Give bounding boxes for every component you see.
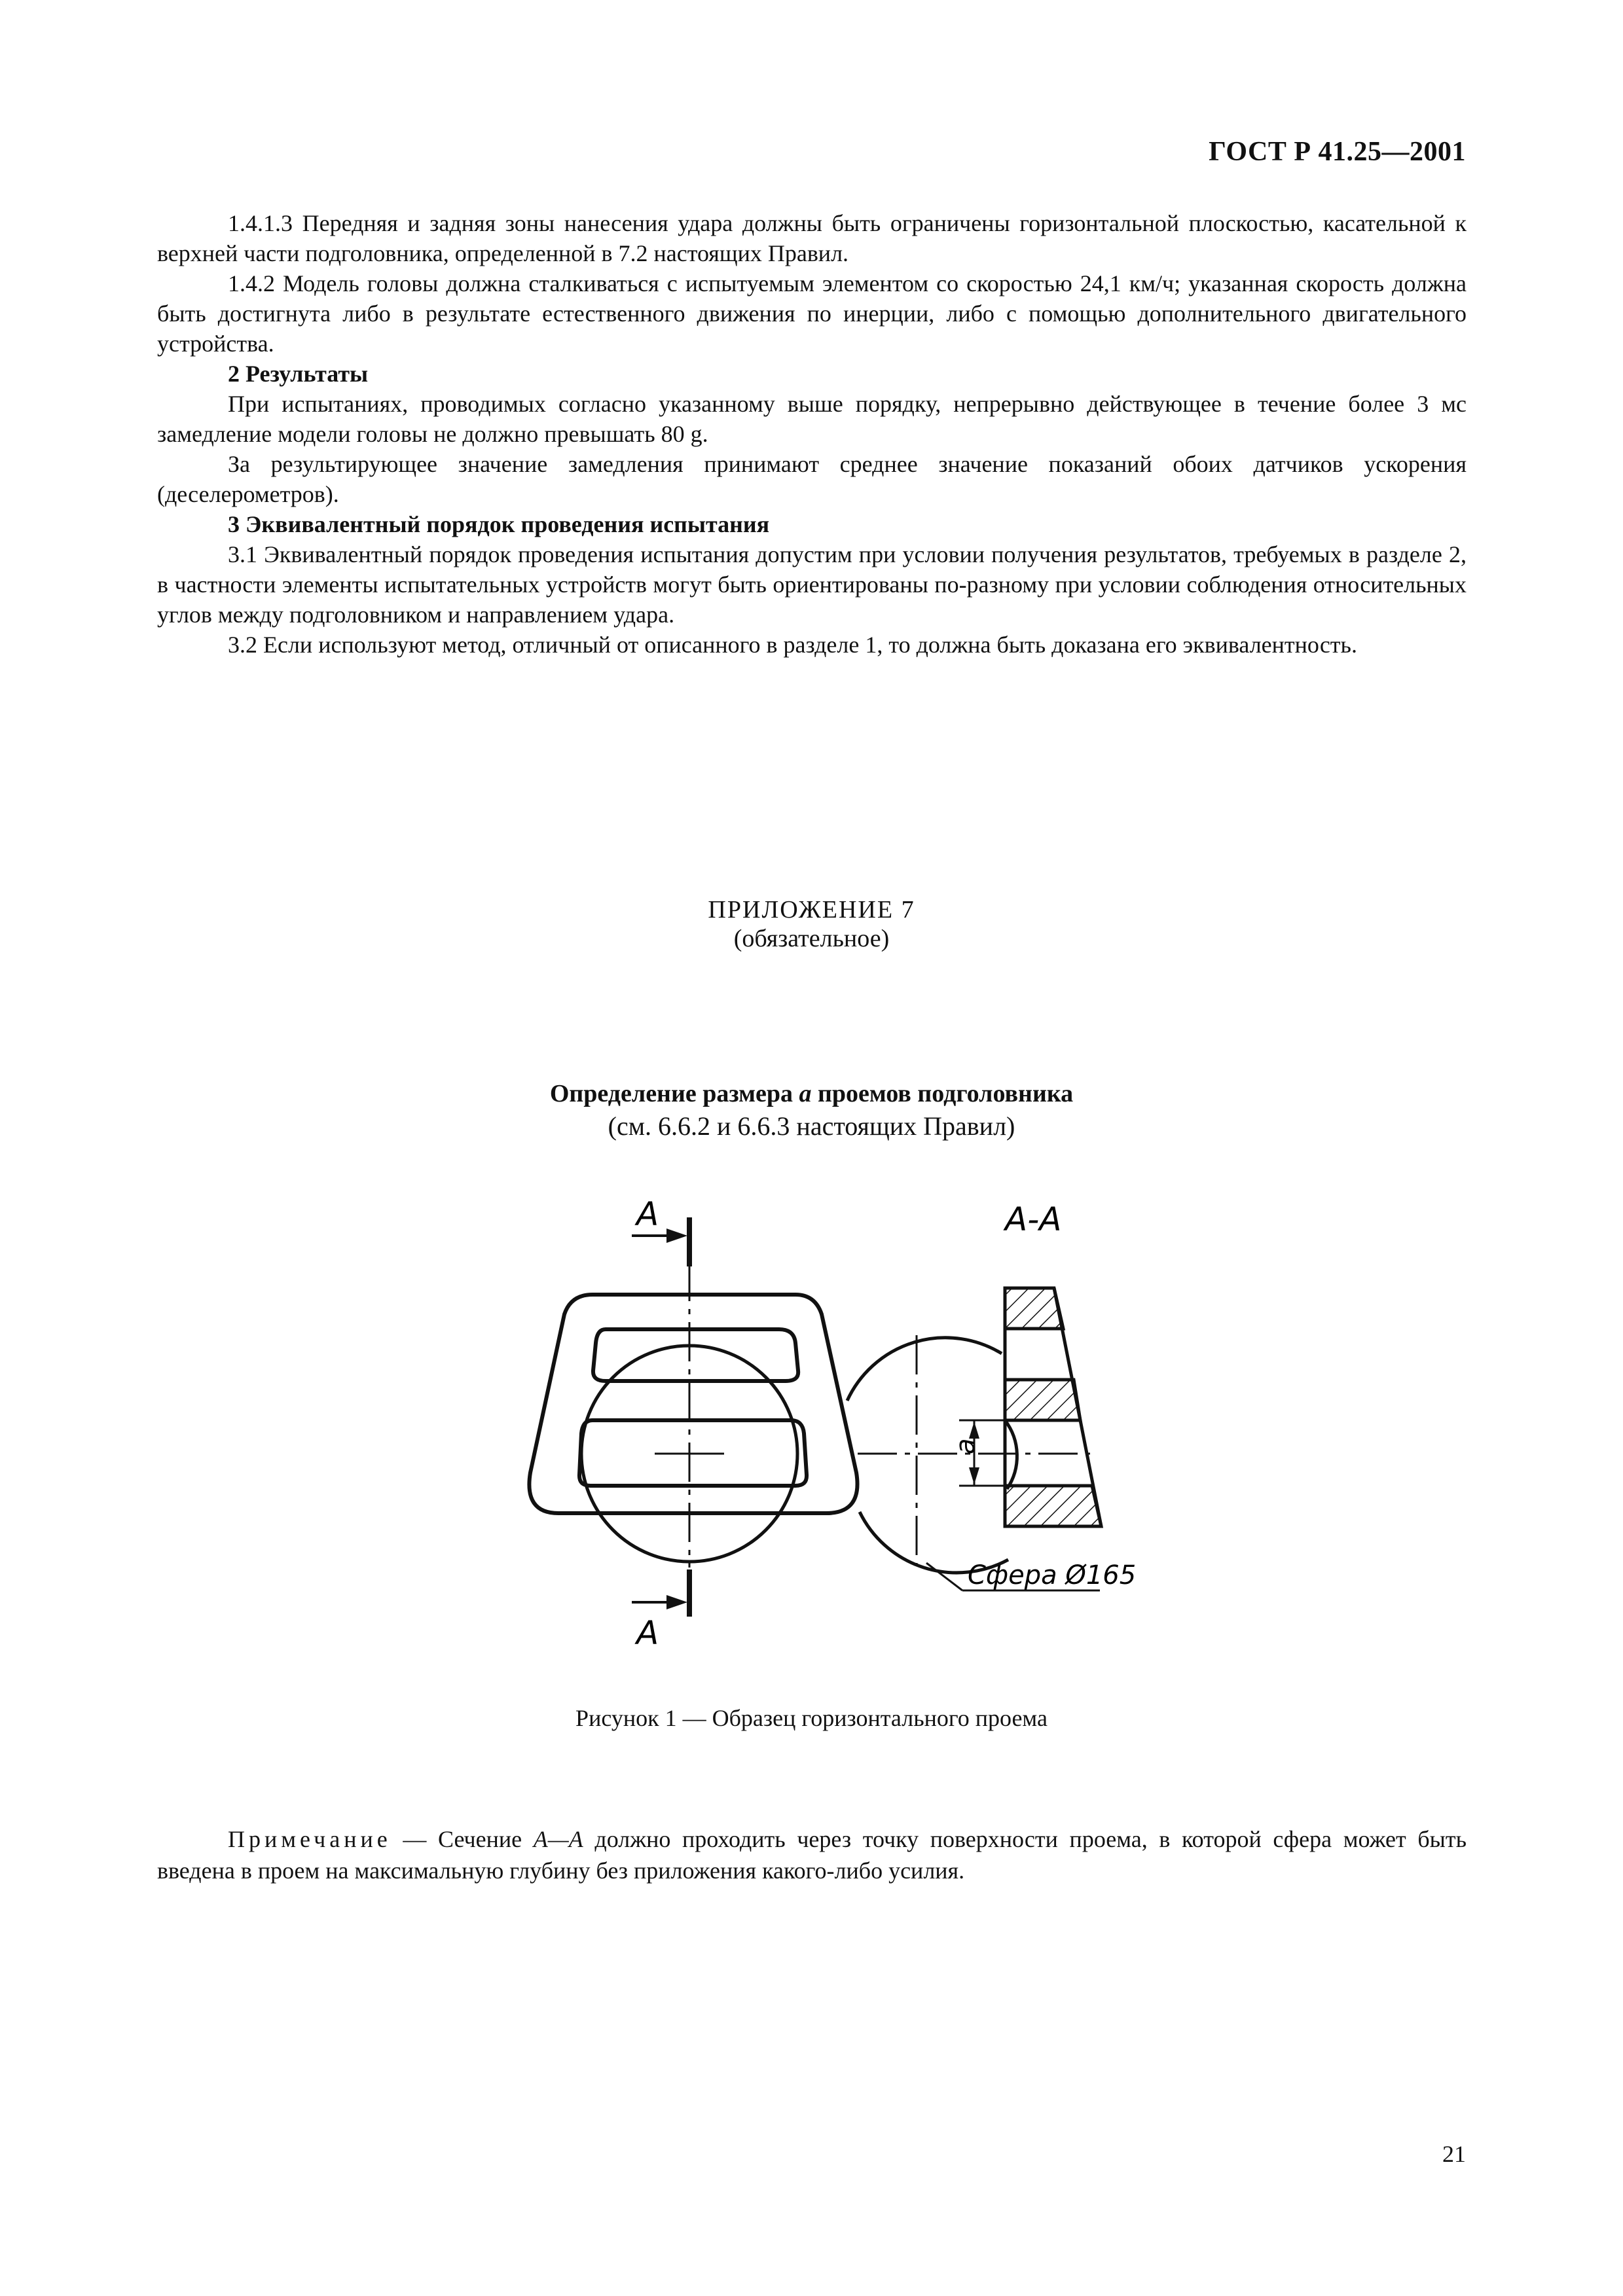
document-code: ГОСТ Р 41.25—2001: [1209, 137, 1466, 167]
sphere-label: Сфера Ø165: [968, 1560, 1137, 1590]
section-view-label: A-A: [1005, 1200, 1062, 1238]
dimension-arrow-bottom: [969, 1467, 979, 1484]
note-section-ref: A—A: [533, 1826, 583, 1852]
section-piece-middle: [1005, 1380, 1080, 1420]
note-label: Примечание: [228, 1826, 392, 1852]
paragraph-3-2: 3.2 Если используют метод, отличный от описанного в разделе 1, то должна быть доказана его эквивалентность.: [228, 632, 1357, 658]
section-label-top: A: [636, 1195, 659, 1233]
paragraph-results-1: При испытаниях, проводимых согласно указанному выше порядку, непрерывно действующее в течение более 3 мс замедление модели головы не должно превышать 80 g.: [157, 391, 1467, 447]
paragraph-results-2: За результирующее значение замедления принимают среднее значение показаний обоих датчиков ускорения (деселерометров).: [157, 451, 1467, 507]
figure-heading-title-part: проемов подголовника: [811, 1080, 1074, 1107]
paragraph-1-4-2: 1.4.2 Модель головы должна сталкиваться с испытуемым элементом со скоростью 24,1 км/ч; указанная скорость должна быть достигнута либо в результате естественного движения по инерции, либо с помощью дополнительного двигательного устройства.: [157, 270, 1467, 357]
section-heading-results: 2 Результаты: [228, 361, 369, 387]
dimension-label: a: [951, 1438, 981, 1454]
section-piece-bottom: [1005, 1486, 1101, 1526]
figure-heading-variable: a: [799, 1080, 812, 1107]
upper-opening: [593, 1329, 798, 1381]
section-arrow-top-head: [666, 1229, 687, 1243]
figure-heading-subtitle: (см. 6.6.2 и 6.6.3 настоящих Правил): [608, 1111, 1015, 1141]
paragraph-3-1: 3.1 Эквивалентный порядок проведения испытания допустим при условии получения результатов, требуемых в разделе 2, в частности элементы испытательных устройств могут быть ориентированы по-разному при условии соблюдения относительных углов между подголовником и направлением удара.: [157, 541, 1467, 628]
note-dash: — Сечение: [391, 1826, 534, 1852]
figure-caption: Рисунок 1 — Образец горизонтального проема: [575, 1705, 1048, 1731]
section-arrow-bottom-head: [666, 1595, 687, 1609]
paragraph-1-4-1-3: 1.4.1.3 Передняя и задняя зоны нанесения удара должны быть ограничены горизонтальной плоскостью, касательной к верхней части подголовника, определенной в 7.2 настоящих Правил.: [157, 210, 1467, 266]
note-text: должно проходить через точку поверхности проема, в которой сфера может быть введена в проем на максимальную глубину без приложения какого-либо усилия.: [157, 1826, 1467, 1884]
figure-heading-title-part: Определение размера: [549, 1080, 799, 1107]
note: [157, 1823, 1467, 1886]
page-number: 21: [1442, 2141, 1466, 2167]
dimension-arrow-top: [969, 1422, 979, 1439]
sphere-leader-line: [926, 1563, 962, 1590]
appendix-title: ПРИЛОЖЕНИЕ 7: [708, 896, 915, 924]
note-paragraph: [157, 1823, 1467, 1886]
section-heading-equivalent: 3 Эквивалентный порядок проведения испытания: [228, 511, 770, 537]
section-label-bottom: A: [636, 1614, 659, 1652]
appendix-subtitle: (обязательное): [733, 925, 890, 952]
sphere-side-view-upper: [847, 1338, 1002, 1401]
